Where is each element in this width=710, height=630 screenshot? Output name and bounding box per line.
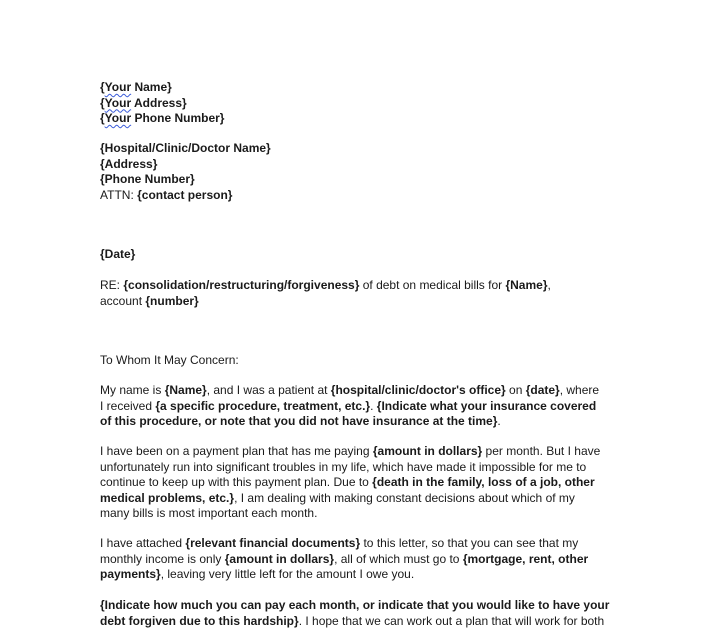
sender-address: {Your Address}	[100, 95, 187, 110]
paragraph-2: I have been on a payment plan that has me paying {amount in dollars} per month. But I have unfortunately run into significant troubles in my life, which have made it impossible for me to continue to keep up with this payment plan. Due to {death in the family, loss of a job, other medical problems, etc.}, I am dealing with making constant decisions about which of my many bills is most important each month.	[100, 444, 601, 520]
paragraph-4: {Indicate how much you can pay each month, or indicate that you would like to have your debt forgiven due to this hardship}. I hope that we can work out a plan that will work for both	[100, 598, 610, 628]
sender-block	[100, 80, 620, 127]
recipient-phone: {Phone Number}	[100, 172, 195, 186]
date-line: {Date}	[100, 247, 136, 261]
sender-name: {Your Name}	[100, 80, 172, 94]
sender-phone: {Your Phone Number}	[100, 111, 225, 125]
recipient-block	[100, 141, 620, 203]
recipient-address: {Address}	[100, 156, 158, 171]
paragraph-3: I have attached {relevant financial documents} to this letter, so that you can see that my monthly income is only {amount in dollars}, all of which must go to {mortgage, rent, other payments}, leaving very little left for the amount I owe you.	[100, 536, 589, 581]
recipient-attn: ATTN: {contact person}	[100, 187, 233, 202]
paragraph-1: My name is {Name}, and I was a patient at {hospital/clinic/doctor's office} on {date}, where I received {a specific procedure, treatment, etc.}. {Indicate what your insurance covered of this procedure, or note that you did not have insurance at the time}.	[100, 383, 600, 428]
recipient-name: {Hospital/Clinic/Doctor Name}	[100, 141, 271, 155]
salutation: To Whom It May Concern:	[100, 353, 239, 367]
re-line: RE: {consolidation/restructuring/forgiveness} of debt on medical bills for {Name}, account {number}	[100, 278, 551, 308]
